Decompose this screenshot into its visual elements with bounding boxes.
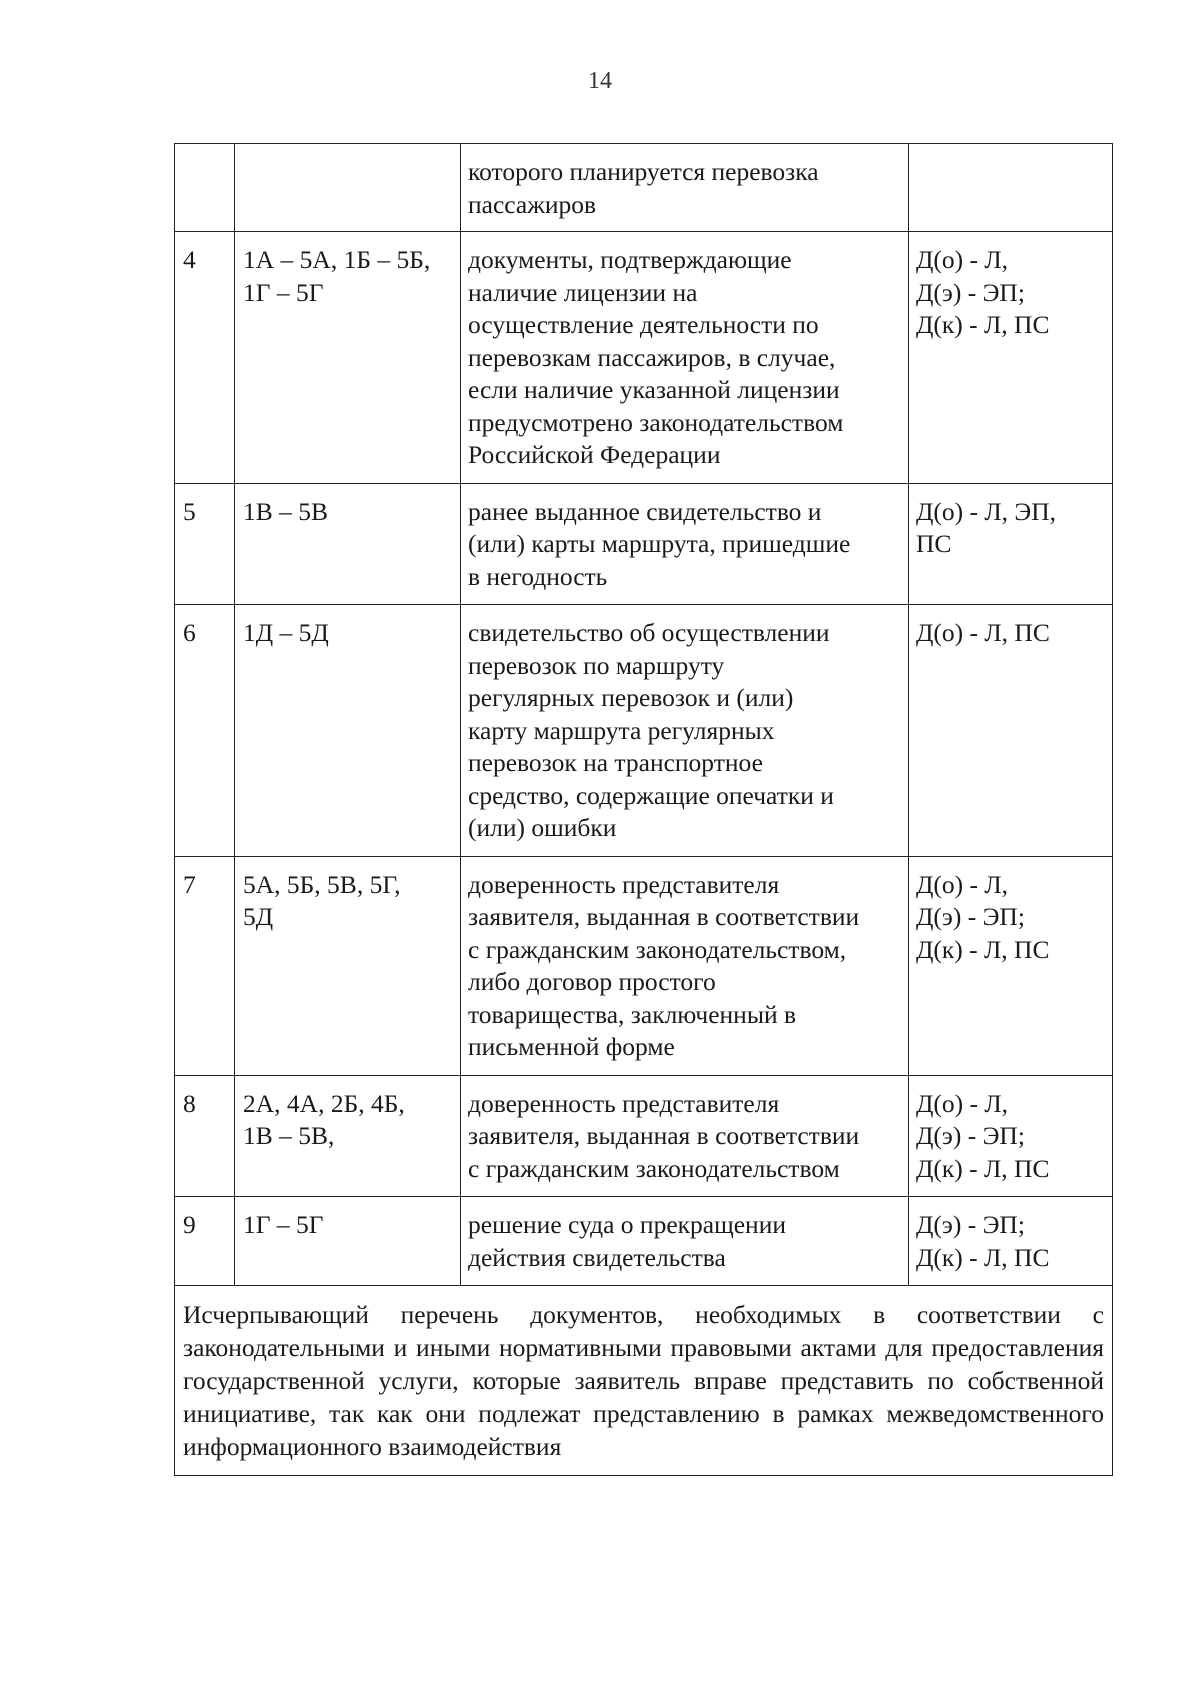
row-document: решение суда о прекращении действия свидетельства [461, 1197, 909, 1286]
table-row [175, 856, 1113, 1075]
row-document: ранее выданное свидетельство и (или) карты маршрута, пришедшие в негодность [461, 483, 909, 605]
table-row [175, 1197, 1113, 1286]
row-document: документы, подтверждающие наличие лицензии на осуществление деятельности по перевозкам пассажиров, в случае, если наличие указанной лицензии предусмотрено законодательством Российской Федерации [461, 232, 909, 484]
table-row [175, 483, 1113, 605]
table-row [175, 605, 1113, 857]
row-form: Д(э) - ЭП; Д(к) - Л, ПС [909, 1197, 1113, 1286]
row-number: 6 [175, 605, 235, 857]
row-codes: 5А, 5Б, 5В, 5Г, 5Д [235, 856, 461, 1075]
row-codes [235, 144, 461, 232]
row-codes: 1Д – 5Д [235, 605, 461, 857]
row-form: Д(о) - Л, Д(э) - ЭП; Д(к) - Л, ПС [909, 232, 1113, 484]
row-number [175, 144, 235, 232]
row-form [909, 144, 1113, 232]
row-codes: 1Г – 5Г [235, 1197, 461, 1286]
row-form: Д(о) - Л, ПС [909, 605, 1113, 857]
documents-table [174, 143, 1113, 1476]
footer-paragraph: Исчерпывающий перечень документов, необходимых в соответствии с законодательными и иными нормативными правовыми актами для предоставления государственной услуги, которые заявитель вправе представить по собственной инициативе, так как они подлежат представлению в рамках межведомственного информационного взаимодействия [175, 1286, 1113, 1476]
table-row [175, 144, 1113, 232]
row-number: 8 [175, 1075, 235, 1197]
page-number: 14 [588, 68, 612, 94]
row-document: доверенность представителя заявителя, выданная в соответствии с гражданским законодательством [461, 1075, 909, 1197]
table-row [175, 1075, 1113, 1197]
row-form: Д(о) - Л, Д(э) - ЭП; Д(к) - Л, ПС [909, 856, 1113, 1075]
row-document: свидетельство об осуществлении перевозок по маршруту регулярных перевозок и (или) карту маршрута регулярных перевозок на транспортное средство, содержащие опечатки и (или) ошибки [461, 605, 909, 857]
row-codes: 1В – 5В [235, 483, 461, 605]
row-form: Д(о) - Л, ЭП, ПС [909, 483, 1113, 605]
row-codes: 1А – 5А, 1Б – 5Б, 1Г – 5Г [235, 232, 461, 484]
table-row [175, 232, 1113, 484]
row-number: 5 [175, 483, 235, 605]
row-document: которого планируется перевозка пассажиров [461, 144, 909, 232]
row-number: 4 [175, 232, 235, 484]
row-number: 7 [175, 856, 235, 1075]
row-codes: 2А, 4А, 2Б, 4Б, 1В – 5В, [235, 1075, 461, 1197]
table-footer-row [175, 1286, 1113, 1476]
row-document: доверенность представителя заявителя, выданная в соответствии с гражданским законодательством, либо договор простого товарищества, заключенный в письменной форме [461, 856, 909, 1075]
row-number: 9 [175, 1197, 235, 1286]
row-form: Д(о) - Л, Д(э) - ЭП; Д(к) - Л, ПС [909, 1075, 1113, 1197]
